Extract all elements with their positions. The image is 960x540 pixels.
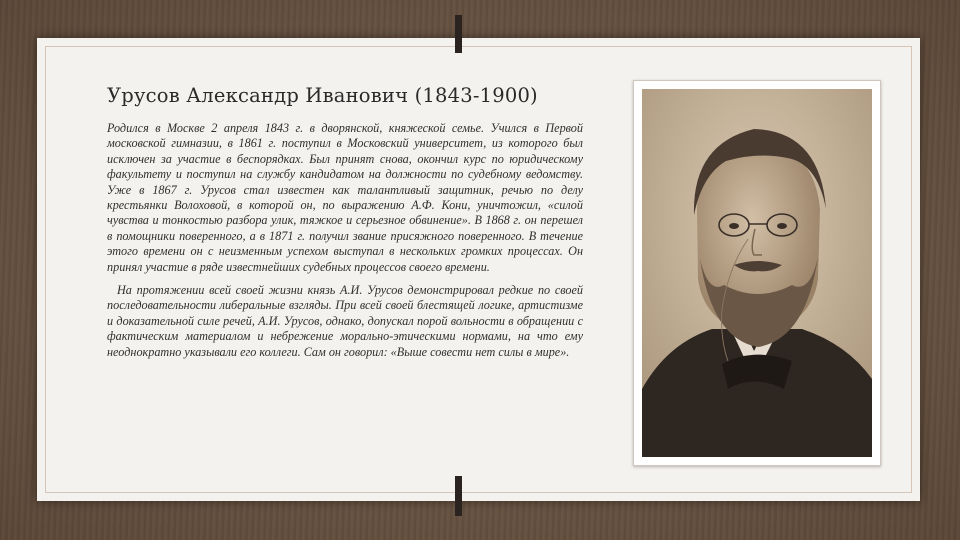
portrait-frame xyxy=(633,80,881,466)
biography-text xyxy=(107,121,583,360)
slide-card xyxy=(37,38,920,501)
slide-title: Урусов Александр Иванович (1843-1900) xyxy=(107,84,538,107)
biography-paragraph-2: На протяжении всей своей жизни князь А.И. Урусов демонстрировал редкие по своей последовательности либеральные взгляды. При всей своей блестящей логике, артистизме и доказательной силе речей, А.И. Урусов, однако, допускал порой вольности в обращении с фактическим материалом и небрежение морально-этическими нормами, на что ему неоднократно указывали его коллеги. Сам он говорил: «Выше совести нет силы в мире». xyxy=(107,283,583,359)
biography-paragraph-1: Родился в Москве 2 апреля 1843 г. в дворянской, княжеской семье. Учился в Первой московской гимназии, в 1861 г. поступил в Московский университет, из которого был исключен за участие в беспорядках. Был принят снова, окончил курс по юридическому факультету и поступил на службу кандидатом на должности по судебному ведомству. Уже в 1867 г. Урусов стал известен как талантливый защитник, речью по делу крестьянки Волоховой, в которой он, по выражению А.Ф. Кони, уничтожил, «силой чувства и тонкостью разбора улик, тяжкое и серьезное обвинение». В 1868 г. он перешел в помощники поверенного, а в 1871 г. получил звание присяжного поверенного. В течение этого времени он с неизменным успехом выступал в нескольких громких процессах. Он принял участие в ряде известнейших судебных процессов своего времени. xyxy=(107,121,583,274)
top-accent-bar xyxy=(455,15,462,53)
bottom-accent-bar xyxy=(455,476,462,516)
portrait-photo xyxy=(642,89,872,457)
